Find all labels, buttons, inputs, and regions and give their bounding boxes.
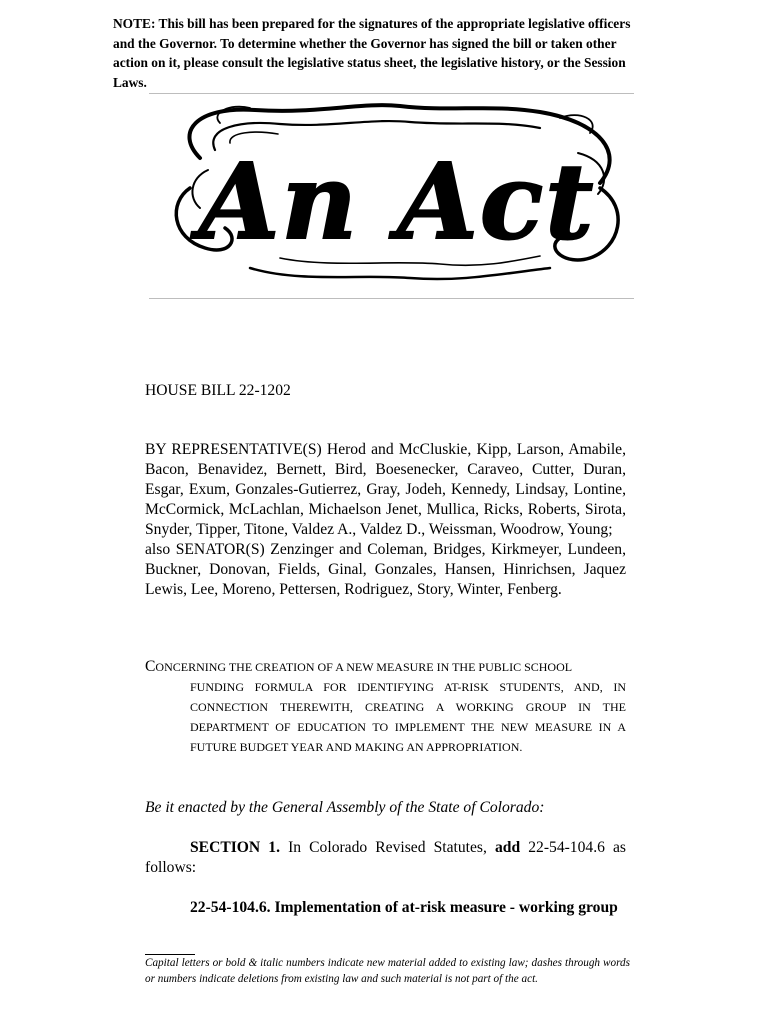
section-1 — [145, 838, 626, 878]
an-act-banner — [160, 98, 635, 293]
title-drop-cap: C — [145, 658, 156, 675]
title-continuation: FUNDING FORMULA FOR IDENTIFYING AT-RISK STUDENTS, AND, IN CONNECTION THEREWITH, CREATING A WORKING GROUP IN THE DEPARTMENT OF EDUCATION TO IMPLEMENT THE NEW MEASURE IN A FUTURE BUDGET YEAR AND MAKING AN APPROPRIATION. — [190, 680, 626, 754]
bill-title — [145, 657, 626, 757]
section-action: add — [494, 839, 521, 856]
section-label: SECTION 1. — [190, 839, 280, 856]
banner-top-rule — [149, 93, 634, 94]
senators-list: also SENATOR(S) Zenzinger and Coleman, Bridges, Kirkmeyer, Lundeen, Buckner, Donovan, Fields, Ginal, Gonzales, Hansen, Hinrichsen, Jaquez Lewis, Lee, Moreno, Pettersen, Rodriguez, Story, Winter, Fenberg. — [145, 541, 626, 598]
title-first-line: ONCERNING THE CREATION OF A NEW MEASURE IN THE PUBLIC SCHOOL — [155, 660, 573, 674]
section-text-after: 22-54-104.6 as follows: — [145, 839, 626, 876]
enacting-clause: Be it enacted by the General Assembly of the State of Colorado: — [145, 799, 545, 816]
legislative-note: NOTE: This bill has been prepared for the signatures of the appropriate legislative officers and the Governor. To determine whether the Governor has signed the bill or taken other action on it, please consult the legislative status sheet, the legislative history, or the Session Laws. — [113, 16, 631, 90]
an-act-banner-text: An Act — [198, 140, 596, 263]
section-text-before: In Colorado Revised Statutes, — [288, 839, 487, 856]
banner-bottom-rule — [149, 298, 634, 299]
representatives-list: BY REPRESENTATIVE(S) Herod and McCluskie, Kipp, Larson, Amabile, Bacon, Benavidez, Bernett, Bird, Boesenecker, Caraveo, Cutter, Duran, Esgar, Exum, Gonzales-Gutierrez, Gray, Jodeh, Kennedy, Lindsay, Lontine, McCormick, McLachlan, Michaelson Jenet, Mullica, Ricks, Roberts, Sirota, Snyder, Tipper, Titone, Valdez A., Valdez D., Weissman, Woodrow, Young; — [145, 441, 626, 538]
statute-heading: 22-54-104.6. Implementation of at-risk measure - working group — [190, 899, 618, 916]
footnote: Capital letters or bold & italic numbers indicate new material added to existing law; dashes through words or numbers indicate deletions from existing law and such material is not part of the act. — [145, 957, 630, 986]
bill-number: HOUSE BILL 22-1202 — [145, 382, 291, 399]
sponsors — [145, 440, 626, 600]
